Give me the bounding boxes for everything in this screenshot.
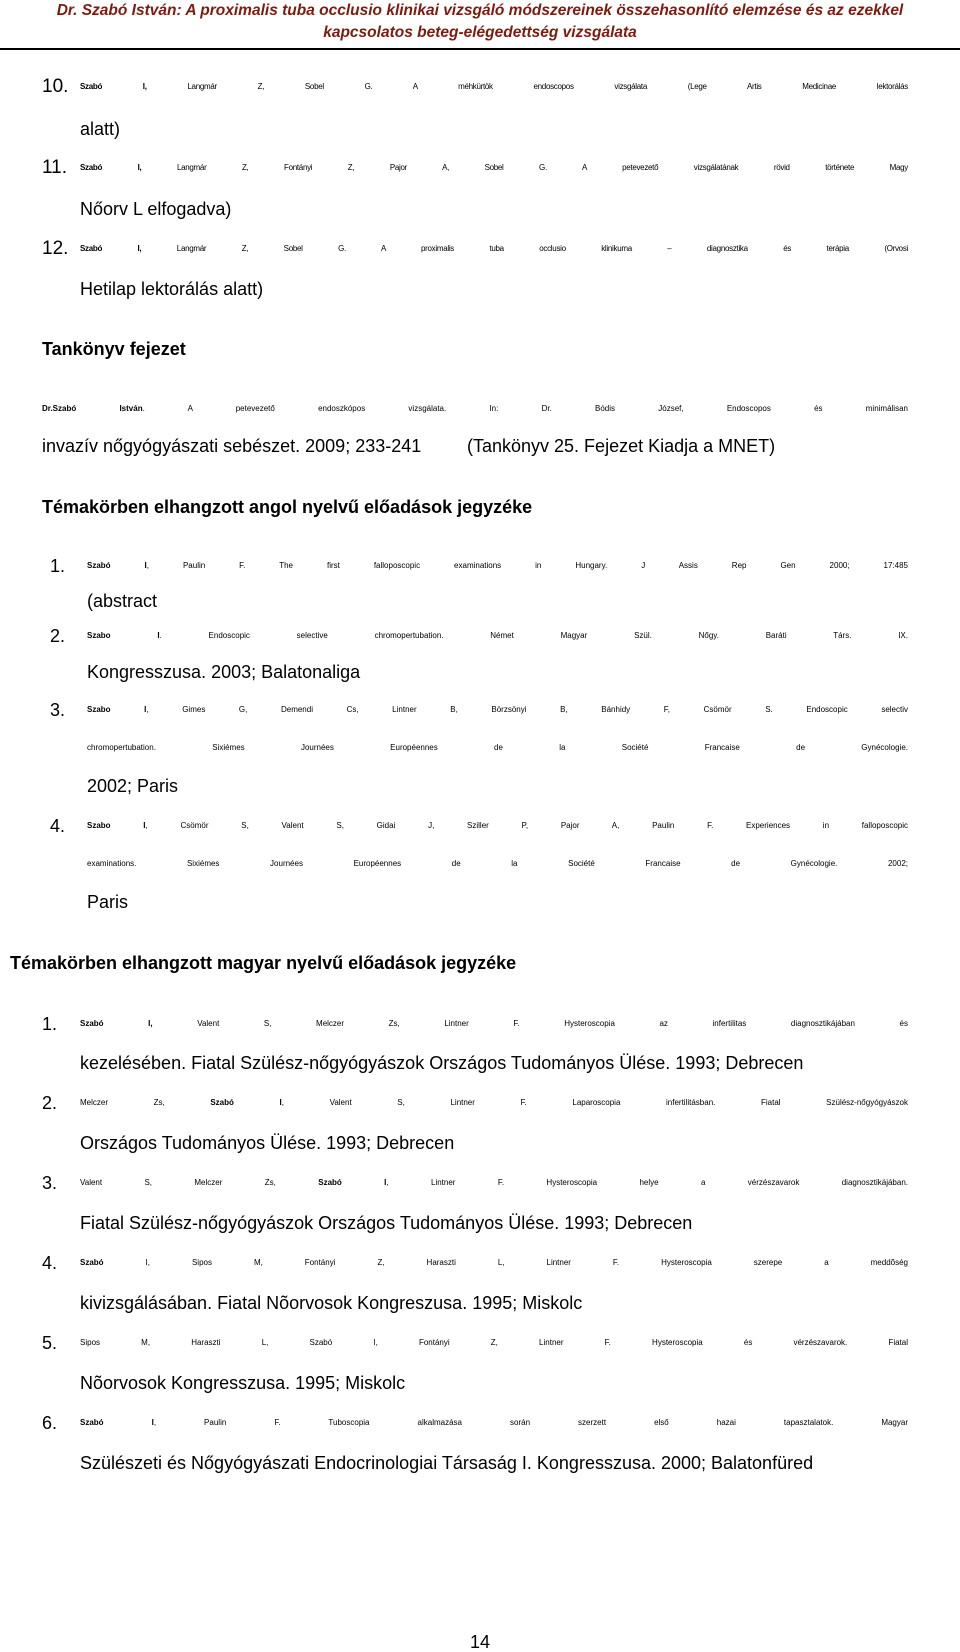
citation-continuation: Szülészeti és Nőgyógyászati Endocrinologiai Társaság I. Kongresszusa. 2000; Balatonfüred [80,1453,814,1473]
item-number: 12. [42,238,69,259]
item-number: 1. [50,556,66,576]
citation-text: . A petevezető endoszkópos vizsgálata. In: Dr. Bódis József, Endoscopos és minimálisan [142,404,908,413]
list-item [80,1172,908,1216]
citation-text: Sipos M, Haraszti L, Szabó I, Fontányi Z, Lintner F. Hysteroscopia és vérzészavarok. Fiatal [80,1338,908,1347]
citation-text: Melczer Zs, [80,1098,211,1107]
author-name: Szabo I [87,705,147,714]
item-number: 2. [50,626,66,646]
citation-continuation: invazív nőgyógyászati sebészet. 2009; 233-241 [42,436,422,456]
list-item [80,1412,908,1456]
list-item [87,555,908,599]
author-name: Szabo I [87,631,160,640]
citation-text: , Lintner F. Hysteroscopia helye a vérzészavarok diagnosztikájában. [386,1178,908,1187]
citation-text: Langmár Z, Sobel G. A méhkürtök endoscopos vizsgálata (Lege Artis Medicinae lektorálás [146,82,908,91]
citation-continuation: Hetilap lektorálás alatt) [80,279,264,299]
item-number: 3. [50,700,66,720]
citation-continuation: Országos Tudományos Ülése. 1993; Debrecen [80,1133,455,1153]
citation-continuation: examinations. Sixiémes Journées Européennes de la Société Francaise de Gynécologie. 2002; [87,859,908,868]
citation-text: , Paulin F. The first falloposcopic examinations in Hungary. J Assis Rep Gen 2000; 17:485 [146,561,909,570]
citation-continuation: Paris [87,892,129,912]
citation-note: (Tankönyv 25. Fejezet Kiadja a MNET) [467,436,776,456]
item-number: 3. [42,1173,58,1193]
author-name: Szabó I [87,561,147,570]
author-name: Szabó I, [80,163,142,172]
citation-text: Langmár Z, Fontányi Z, Pajor A, Sobel G. A petevezető vizsgálatának rövid története Magy [141,163,908,172]
author-name: Szabó I, [80,1019,153,1028]
citation-continuation: Fiatal Szülész-nőgyógyászok Országos Tudományos Ülése. 1993; Debrecen [80,1213,693,1233]
item-number: 4. [50,816,66,836]
item-number: 5. [42,1333,58,1353]
item-number: 11. [42,157,68,178]
item-number: 6. [42,1413,58,1433]
section-heading: Témakörben elhangzott magyar nyelvű előadások jegyzéke [10,953,517,973]
citation-continuation: kezelésében. Fiatal Szülész-nőgyógyászok Országos Tudományos Ülése. 1993; Debrecen [80,1053,804,1073]
author-name: Szabo I [87,821,146,830]
section-heading: Témakörben elhangzott angol nyelvű előadások jegyzéke [42,497,533,517]
author-name: Szabó [80,1258,104,1267]
author-name: Szabó I [210,1098,282,1107]
page-number: 14 [469,1632,491,1652]
list-item [80,1332,908,1376]
citation-text: Langmár Z, Sobel G. A proximalis tuba occlusio klinikuma – diagnosztika és terápia (Orvosi [141,244,909,253]
section-heading: Tankönyv fejezet [42,339,186,359]
author-name: Dr.Szabó István [42,404,143,413]
list-item [80,1252,908,1296]
author-name: Szabó I [80,1418,154,1427]
item-number: 4. [42,1253,58,1273]
citation-text: I, Sipos M, Fontányi Z, Haraszti L, Lintner F. Hysteroscopia szerepe a meddõség [103,1258,908,1267]
list-item [80,76,908,120]
citation-text: Valent S, Melczer Zs, [80,1178,319,1187]
citation-text: , Paulin F. Tuboscopia alkalmazása során szerzett első hazai tapasztalatok. Magyar [153,1418,908,1427]
citation-continuation: (abstract [87,591,158,611]
header-line-1: Dr. Szabó István: A proximalis tuba occlusio klinikai vizsgáló módszereinek összehasonlító elemzése és az ezekkel [56,2,904,19]
citation-text: , Valent S, Lintner F. Laparoscopia infertilitásban. Fiatal Szülész-nőgyógyászok [281,1098,908,1107]
citation-text: , Gimes G, Demendi Cs, Lintner B, Börzsönyi B, Bánhidy F, Csömör S. Endoscopic selectiv [146,705,908,714]
citation-continuation: kivizsgálásában. Fiatal Nõorvosok Kongreszusa. 1995; Miskolc [80,1293,583,1313]
author-name: Szabó I [318,1178,387,1187]
author-name: Szabó I, [80,244,142,253]
citation-continuation: Nõorvosok Kongresszusa. 1995; Miskolc [80,1373,406,1393]
citation-text: Valent S, Melczer Zs, Lintner F. Hysteroscopia az infertilitas diagnosztikájában és [152,1019,908,1028]
list-item [80,157,908,201]
citation-continuation: Nőorv L elfogadva) [80,199,232,219]
running-header [0,0,960,48]
citation-continuation: Kongresszusa. 2003; Balatonaliga [87,662,361,682]
citation-text: , Csömör S, Valent S, Gidai J, Sziller P, Pajor A, Paulin F. Experiences in falloposcopic [145,821,908,830]
list-item [80,1013,908,1057]
item-number: 2. [42,1093,58,1113]
list-item [80,238,908,282]
item-number: 1. [42,1014,58,1034]
header-divider [0,48,960,50]
citation-text: . Endoscopic selective chromopertubation. Német Magyar Szül. Nőgy. Baráti Társ. IX. [159,631,908,640]
citation-continuation: 2002; Paris [87,776,179,796]
header-line-2: kapcsolatos beteg-elégedettség vizsgálata [323,24,637,41]
citation-continuation: chromopertubation. Sixiémes Journées Européennes de la Société Francaise de Gynécologie. [87,743,908,752]
citation-continuation: alatt) [80,119,121,139]
item-number: 10. [42,76,69,97]
author-name: Szabó I, [80,82,147,91]
list-item [80,1092,908,1136]
